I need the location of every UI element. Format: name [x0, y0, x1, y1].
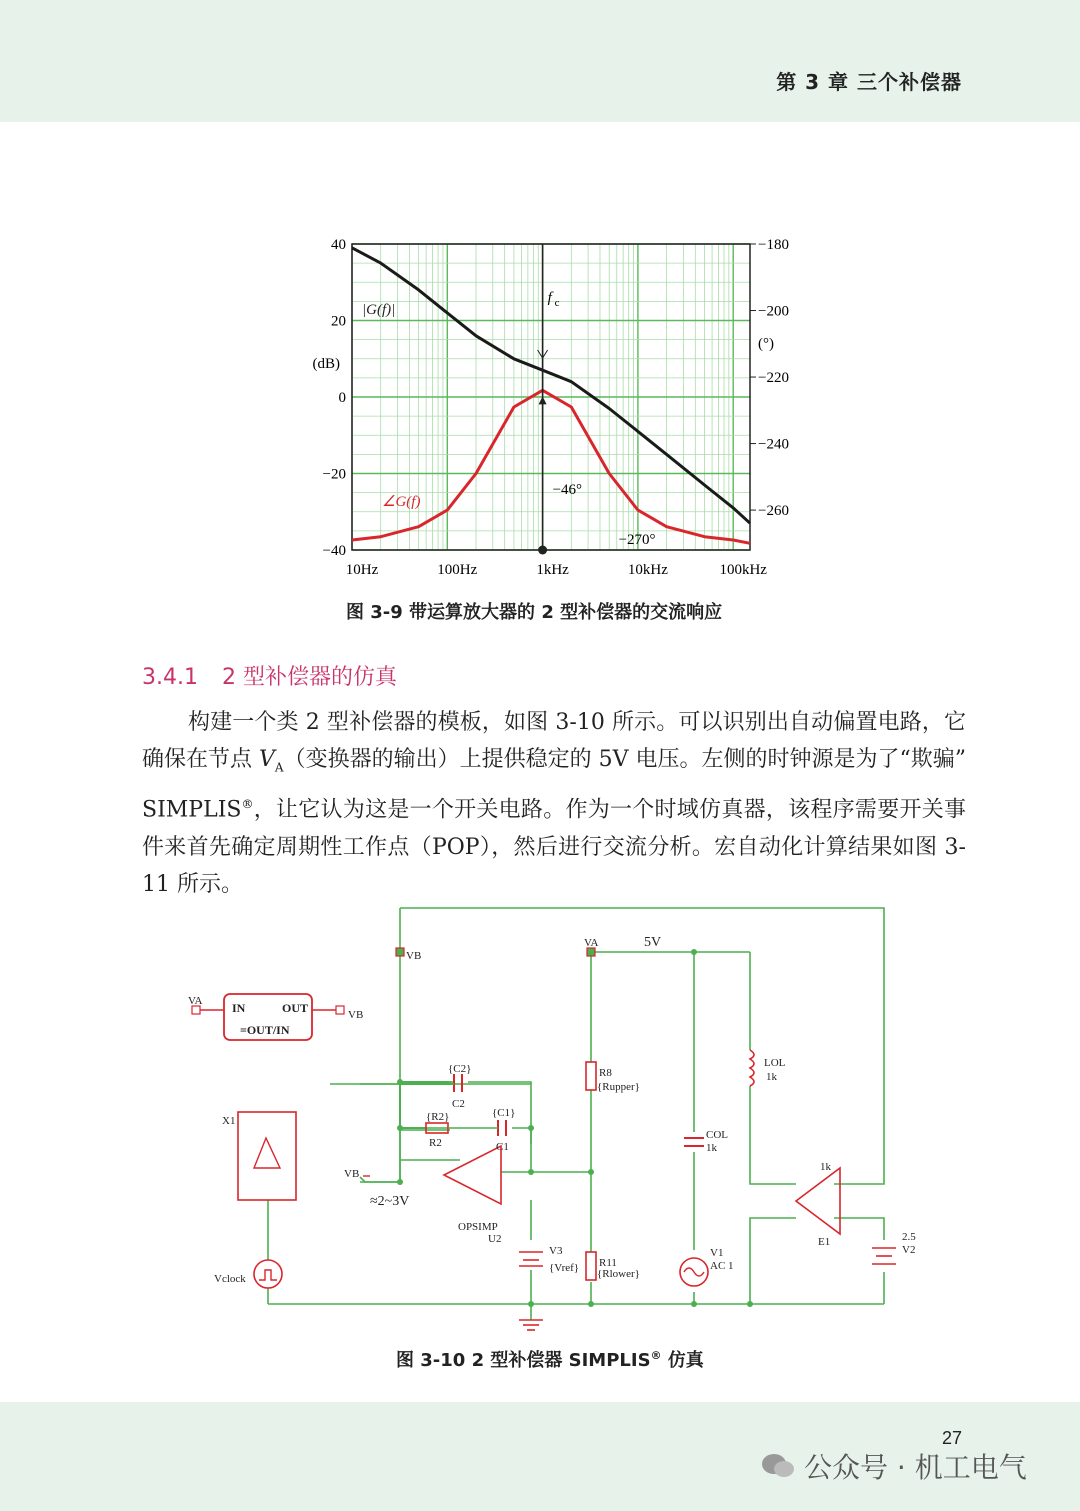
svg-text:VB: VB — [406, 950, 422, 962]
svg-text:VB: VB — [344, 1168, 360, 1180]
body-text-c: ，让它认为这是一个开关电路。作为一个时域仿真器，该程序需要开关事件来首先确定周期性工作点（POP），然后进行交流分析。宏自动化计算结果如图 3-11 所示。 — [142, 797, 966, 897]
svg-text:V2: V2 — [902, 1244, 916, 1256]
y-right-tick-label: −200 — [758, 303, 789, 320]
y-left-unit: (dB) — [312, 356, 340, 372]
body-paragraph — [142, 704, 966, 903]
svg-text:5V: 5V — [644, 935, 662, 950]
x-tick-label: 10Hz — [345, 562, 379, 578]
svg-text:OPSIMP: OPSIMP — [458, 1221, 498, 1233]
section-number: 3.4.1 — [142, 665, 198, 690]
svg-text:{C1}: {C1} — [492, 1107, 516, 1119]
ac-response-chart — [300, 230, 800, 590]
svg-text:X1: X1 — [222, 1115, 236, 1127]
svg-text:V3: V3 — [549, 1245, 563, 1257]
page-number: 27 — [941, 1428, 962, 1448]
svg-text:R2: R2 — [429, 1137, 442, 1149]
svg-text:Vclock: Vclock — [214, 1273, 246, 1285]
x-tick-label: 100kHz — [719, 562, 767, 578]
series-line — [352, 390, 750, 543]
var-v: V — [259, 747, 275, 772]
y-left-tick-label: 20 — [331, 313, 346, 330]
svg-text:VA: VA — [584, 937, 599, 949]
svg-text:1k: 1k — [766, 1071, 777, 1083]
y-right-tick-label: −180 — [758, 237, 789, 253]
schematic-diagram — [170, 900, 916, 1340]
figure-3-10-caption: 图 3-10 2 型补偿器 SIMPLIS® 仿真 — [396, 1349, 704, 1371]
svg-text:R11: R11 — [599, 1257, 617, 1269]
header-band — [0, 0, 1080, 122]
body-text-b: （变换器的输出）上提供稳定的 5V 电压。左侧的时钟源是为了“欺骗” SIMPLIS — [142, 747, 966, 823]
y-right-tick-label: −260 — [758, 503, 789, 520]
phase-label: ∠G(f) — [382, 494, 421, 510]
svg-text:LOL: LOL — [764, 1057, 786, 1069]
y-right-unit: (°) — [758, 336, 774, 352]
svg-text:OUT: OUT — [282, 1001, 309, 1015]
svg-text:COL: COL — [706, 1129, 728, 1141]
phase-base-label: −270° — [618, 532, 656, 548]
y-left-tick-label: 0 — [338, 390, 346, 406]
x-tick-label: 100Hz — [437, 562, 478, 578]
ground-symbol — [519, 1320, 543, 1330]
x-tick-label: 10kHz — [627, 562, 668, 578]
svg-text:1k: 1k — [820, 1161, 831, 1173]
svg-text:C2: C2 — [452, 1098, 465, 1110]
fc-subscript: c — [554, 297, 560, 309]
y-left-tick-label: 40 — [331, 237, 346, 253]
svg-text:E1: E1 — [818, 1236, 831, 1248]
svg-text:IN: IN — [232, 1001, 246, 1015]
y-right-tick-label: −220 — [758, 370, 789, 387]
phase-peak-label: −46° — [552, 482, 583, 498]
svg-text:=OUT/IN: =OUT/IN — [240, 1023, 290, 1037]
y-left-tick-label: −20 — [322, 466, 346, 483]
svg-text:{Rupper}: {Rupper} — [597, 1081, 640, 1093]
svg-text:R8: R8 — [599, 1067, 612, 1079]
watermark-text: 公众号 · 机工电气 — [804, 1451, 1027, 1484]
svg-text:{Vref}: {Vref} — [549, 1262, 580, 1274]
svg-text:VA: VA — [188, 995, 203, 1007]
watermark — [760, 1446, 1027, 1488]
svg-text:V1: V1 — [710, 1247, 724, 1259]
section-heading — [142, 660, 397, 691]
chapter-title: 第 3 章 三个补偿器 — [776, 70, 962, 94]
schematic-labels — [188, 935, 916, 1285]
svg-text:C1: C1 — [496, 1141, 509, 1153]
svg-text:1k: 1k — [706, 1142, 717, 1154]
svg-text:2.5: 2.5 — [902, 1231, 916, 1243]
var-sub: A — [274, 760, 284, 775]
svg-text:{R2}: {R2} — [426, 1111, 450, 1123]
wechat-icon — [760, 1451, 796, 1488]
battery-v3 — [519, 1252, 543, 1266]
svg-text:U2: U2 — [488, 1233, 502, 1245]
x-tick-label: 1kHz — [536, 562, 569, 578]
svg-text:{Rlower}: {Rlower} — [597, 1268, 640, 1280]
svg-text:{C2}: {C2} — [448, 1063, 472, 1075]
y-right-tick-label: −240 — [758, 436, 789, 453]
body-text-a: 构建一个类 2 型补偿器的模板，如图 3-10 所示。可以识别出自动偏置电路，它确保在节点 — [142, 710, 966, 772]
registered-mark: ® — [241, 797, 254, 812]
svg-text:AC 1: AC 1 — [710, 1260, 734, 1272]
fc-label: f — [547, 290, 552, 306]
y-left-tick-label: −40 — [322, 543, 346, 559]
figure-3-9-caption: 图 3-9 带运算放大器的 2 型补偿器的交流响应 — [346, 602, 723, 623]
svg-text:VB: VB — [348, 1009, 364, 1021]
battery-v2 — [872, 1248, 896, 1264]
svg-text:≈2~3V: ≈2~3V — [370, 1194, 410, 1209]
fc-marker-dot — [538, 546, 547, 555]
section-title: 2 型补偿器的仿真 — [221, 665, 397, 690]
gain-label: |G(f)| — [362, 302, 396, 318]
